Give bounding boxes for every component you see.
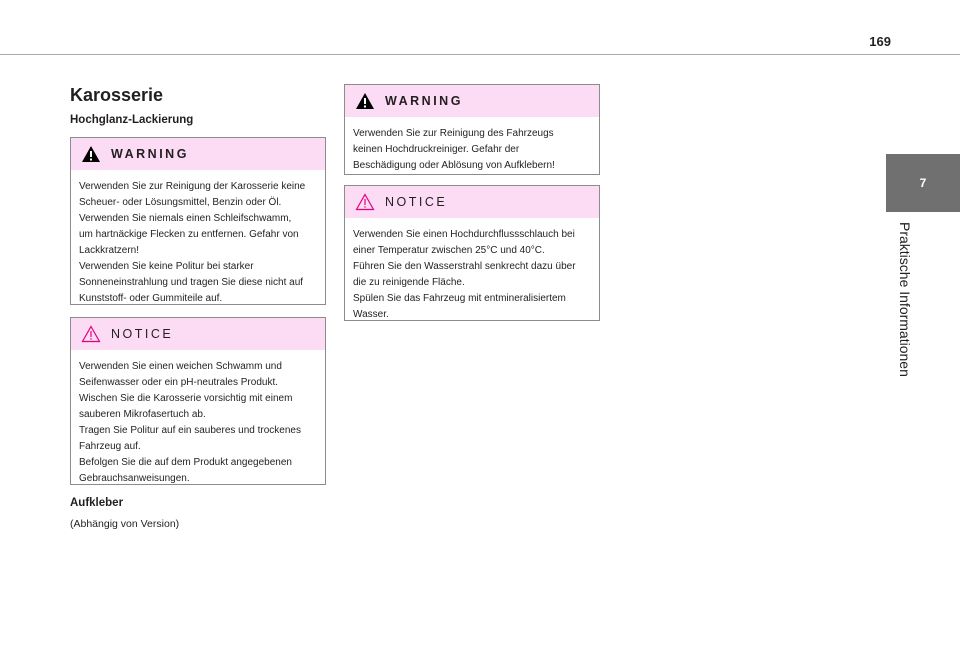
- chapter-number: 7: [919, 176, 927, 190]
- text-line: Beschädigung oder Ablösung von Aufklebern!: [353, 160, 555, 171]
- text-line: Befolgen Sie die auf dem Produkt angegebenen: [79, 457, 292, 468]
- text-line: Wasser.: [353, 309, 389, 320]
- text-line: Gebrauchsanweisungen.: [79, 473, 190, 484]
- text-line: Sonneneinstrahlung und tragen Sie diese nicht auf: [79, 277, 304, 288]
- text-line: keinen Hochdruckreiniger. Gefahr der: [353, 144, 520, 155]
- text-line: um hartnäckige Flecken zu entfernen. Gefahr von: [79, 229, 299, 240]
- text-line: Verwenden Sie zur Reinigung der Karosserie keine: [79, 181, 306, 192]
- text-line: sauberen Mikrofasertuch ab.: [79, 409, 206, 420]
- warning-title: WARNING: [111, 147, 189, 161]
- text-line: Lackkratzern!: [79, 245, 140, 256]
- text-line: Wischen Sie die Karosserie vorsichtig mit einem: [79, 393, 293, 404]
- warning-body: [345, 117, 599, 182]
- notice-title: NOTICE: [111, 327, 174, 341]
- text-line: Führen Sie den Wasserstrahl senkrecht dazu über: [353, 261, 576, 272]
- subheading-aufkleber: Aufkleber: [70, 497, 124, 509]
- page-number: 169: [869, 34, 891, 49]
- section-heading: Karosserie: [70, 85, 164, 105]
- warning-box-header: [71, 138, 325, 170]
- warning-triangle-icon: [81, 145, 101, 163]
- warning-title: WARNING: [385, 94, 463, 108]
- warning-box-stickers: [344, 84, 600, 175]
- text-line: die zu reinigende Fläche.: [353, 277, 465, 288]
- warning-box-paint: [70, 137, 326, 305]
- text-line: Seifenwasser oder ein pH-neutrales Produkt.: [79, 377, 278, 388]
- text-line: Verwenden Sie einen weichen Schwamm und: [79, 361, 282, 372]
- warning-triangle-icon: [355, 92, 375, 110]
- version-note: (Abhängig von Version): [70, 518, 180, 530]
- warning-body: [71, 170, 325, 315]
- notice-box-stickers: [344, 185, 600, 321]
- text-line: Kunststoff- oder Gummiteile auf.: [79, 293, 223, 304]
- text-line: Tragen Sie Politur auf ein sauberes und trockenes: [79, 425, 301, 436]
- notice-triangle-icon: [355, 193, 375, 211]
- header-rule: [0, 54, 960, 55]
- text-line: Verwenden Sie keine Politur bei starker: [79, 261, 254, 272]
- notice-body: [71, 350, 325, 495]
- notice-triangle-icon: [81, 325, 101, 343]
- text-line: Fahrzeug auf.: [79, 441, 141, 452]
- warning-box-header: [345, 85, 599, 117]
- text-line: einer Temperatur zwischen 25°C und 40°C.: [353, 245, 545, 256]
- text-line: Spülen Sie das Fahrzeug mit entmineralisiertem: [353, 293, 566, 304]
- notice-title: NOTICE: [385, 195, 448, 209]
- chapter-title: Praktische Informationen: [897, 222, 913, 377]
- notice-box-header: [345, 186, 599, 218]
- text-line: Verwenden Sie niemals einen Schleifschwamm,: [79, 213, 292, 224]
- chapter-tab: [886, 154, 960, 212]
- text-line: Verwenden Sie einen Hochdurchflussschlauch bei: [353, 229, 575, 240]
- text-line: Scheuer- oder Lösungsmittel, Benzin oder Öl.: [79, 197, 282, 208]
- notice-box-paint: [70, 317, 326, 485]
- notice-body: [345, 218, 599, 331]
- notice-box-header: [71, 318, 325, 350]
- text-line: Verwenden Sie zur Reinigung des Fahrzeugs: [353, 128, 554, 139]
- subheading-hochglanz: Hochglanz-Lackierung: [70, 114, 194, 126]
